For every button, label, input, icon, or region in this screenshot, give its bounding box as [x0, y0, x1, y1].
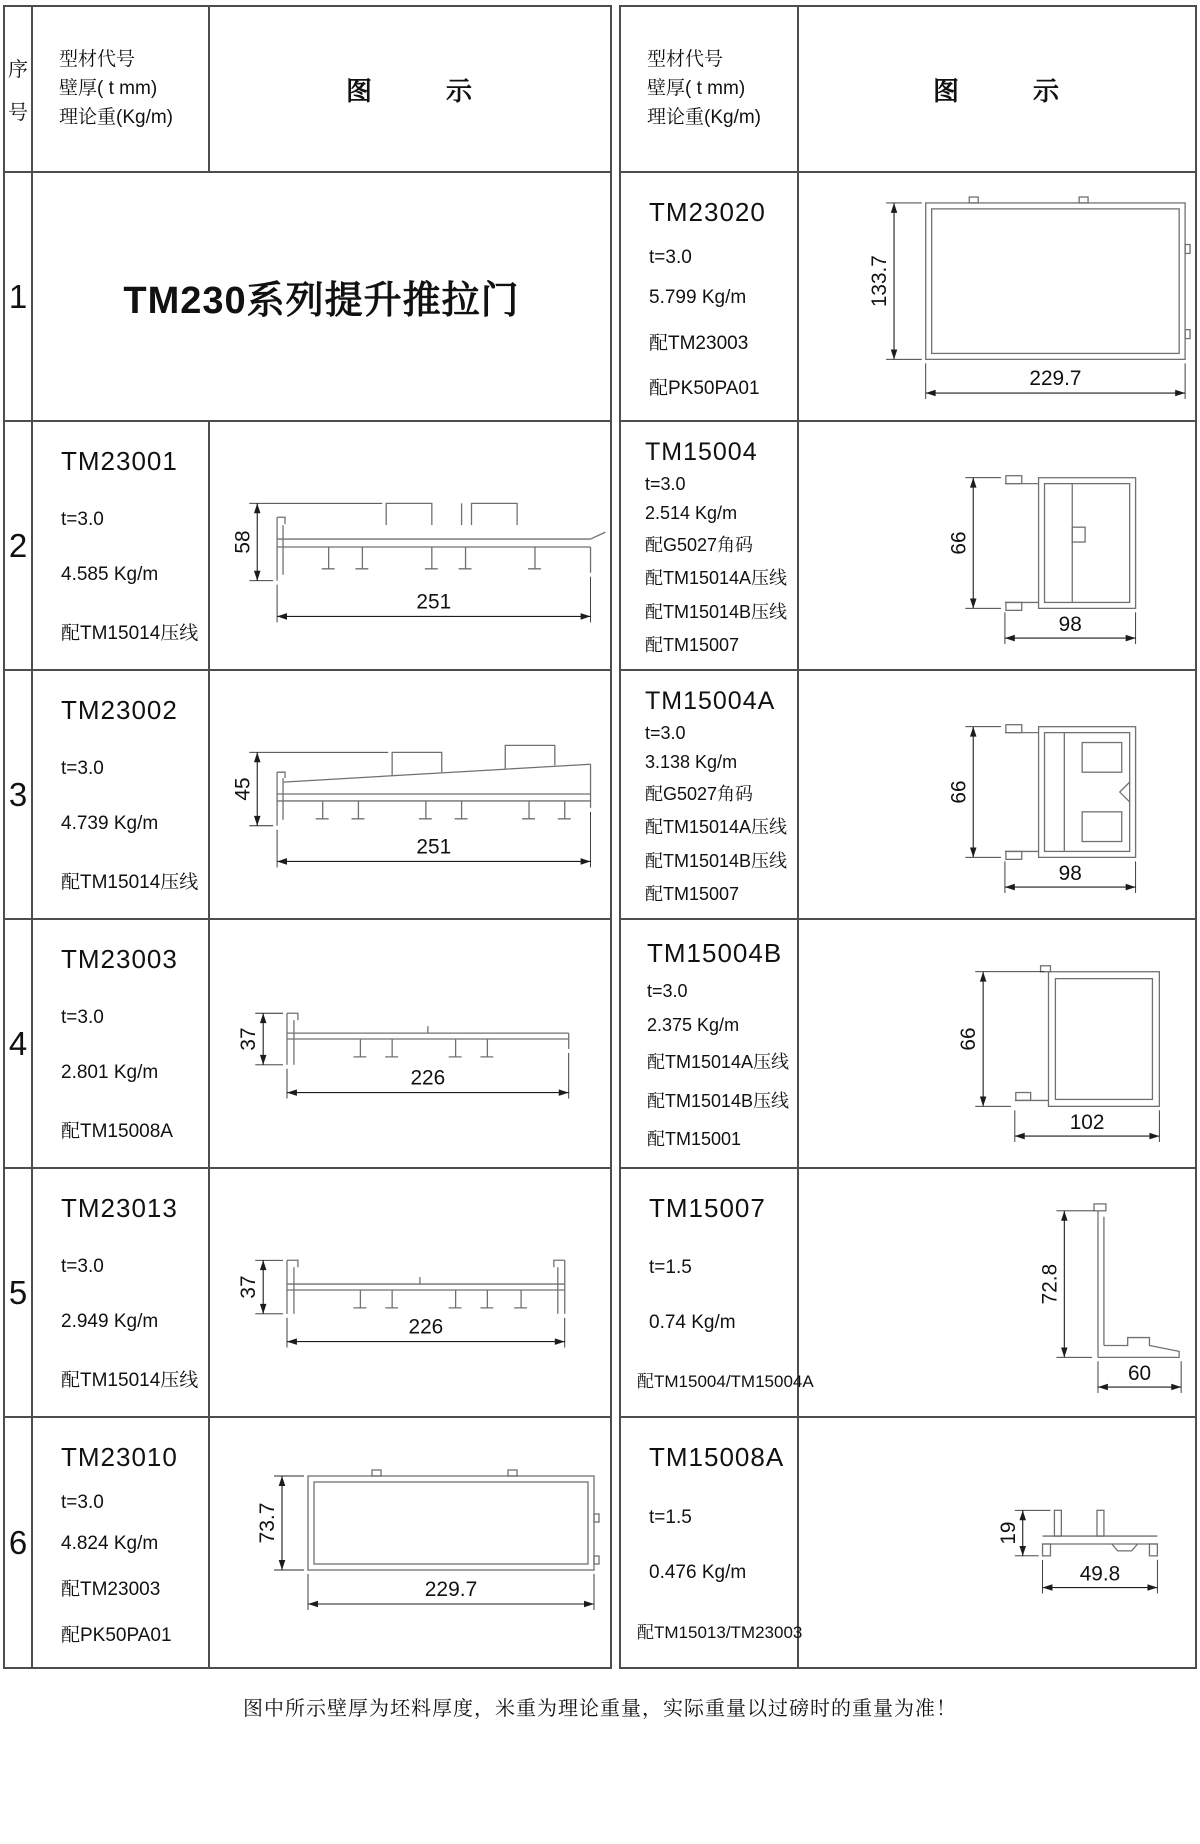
dim-height-label: 73.7 — [256, 1502, 279, 1544]
profile-code: TM23020 — [649, 197, 766, 227]
weight-line: 3.138 Kg/m — [645, 751, 738, 772]
row-number-cell: 5 — [5, 1169, 33, 1418]
dim-width-label: 226 — [410, 1066, 446, 1090]
dim-width-label: 251 — [416, 835, 452, 859]
tm15004b-drawing — [799, 920, 1195, 1167]
profile-code: TM15007 — [649, 1193, 766, 1223]
dim-width-label: 102 — [1069, 1111, 1105, 1135]
dim-width-label: 229.7 — [1029, 367, 1082, 391]
weight-line: 2.375 Kg/m — [647, 1014, 740, 1035]
header-diagram-left: 图 — [345, 75, 374, 106]
header-spec-cell — [621, 7, 799, 173]
pairing-line: 配PK50PA01 — [61, 1625, 172, 1646]
profile-code: TM23010 — [61, 1442, 178, 1472]
tm23013-drawing — [210, 1169, 610, 1416]
profile-diagram-cell — [799, 671, 1195, 920]
header-diagram-left: 图 — [932, 75, 961, 106]
pairing-line: 配TM15001 — [647, 1128, 742, 1149]
weight-line: 5.799 Kg/m — [649, 287, 747, 308]
tm15004a-drawing — [799, 671, 1195, 918]
tm15004-drawing — [799, 422, 1195, 669]
profile-diagram-cell — [799, 920, 1195, 1169]
profile-code: TM23013 — [61, 1193, 178, 1223]
pairing-line: 配TM15014B压线 — [645, 601, 788, 622]
profile-code: TM15008A — [649, 1442, 785, 1472]
pairing-line: 配TM15007 — [645, 883, 740, 904]
thickness-line: t=3.0 — [647, 981, 688, 1002]
pairing-line: 配PK50PA01 — [649, 378, 760, 399]
pairing-line: 配TM23003 — [649, 332, 749, 354]
profile-diagram-cell — [210, 671, 610, 920]
header-diagram-cell — [210, 7, 610, 173]
row-number-cell: 6 — [5, 1418, 33, 1667]
tm15007-drawing — [799, 1169, 1195, 1416]
tm23020-drawing — [799, 173, 1195, 420]
tm15008a-drawing — [799, 1418, 1195, 1667]
profile-diagram-cell — [210, 1418, 610, 1667]
header-index-cell — [5, 7, 33, 173]
profile-info-cell — [33, 422, 210, 671]
header-spec-line: 壁厚( t mm) — [647, 78, 746, 99]
header-spec-line: 型材代号 — [59, 49, 136, 70]
row-number-cell: 3 — [5, 671, 33, 920]
thickness-line: t=3.0 — [61, 1492, 104, 1513]
row-number-cell: 4 — [5, 920, 33, 1169]
profile-diagram-cell — [799, 422, 1195, 671]
thickness-line: t=3.0 — [645, 474, 686, 495]
pairing-line: 配G5027角码 — [645, 534, 754, 555]
header-spec-cell — [33, 7, 210, 173]
header-diagram-right: 示 — [446, 75, 475, 106]
profile-diagram-cell — [799, 1418, 1195, 1667]
dim-width-label: 251 — [416, 590, 452, 614]
profile-info-cell — [621, 422, 799, 671]
profile-code: TM15004A — [645, 687, 776, 715]
profile-code: TM23001 — [61, 446, 178, 476]
pairing-line: 配TM15014B压线 — [647, 1090, 790, 1111]
profile-code: TM23002 — [61, 695, 178, 725]
pairing-line: 配TM23003 — [61, 1579, 161, 1600]
dim-width-label: 98 — [1058, 862, 1082, 886]
profile-diagram-cell — [210, 1169, 610, 1418]
profile-diagram-cell — [210, 422, 610, 671]
profile-diagram-cell — [799, 1169, 1195, 1418]
profile-diagram-cell — [210, 920, 610, 1169]
dim-height-label: 19 — [996, 1521, 1020, 1545]
dim-height-label: 37 — [237, 1027, 261, 1051]
dim-width-label: 60 — [1127, 1362, 1152, 1386]
left-table — [3, 5, 612, 1669]
header-diagram-cell — [799, 7, 1195, 173]
dim-height-label: 72.8 — [1038, 1263, 1062, 1305]
weight-line: 2.949 Kg/m — [61, 1310, 159, 1332]
dim-height-label: 133.7 — [868, 255, 892, 308]
thickness-line: t=3.0 — [61, 758, 104, 780]
pairing-line: 配TM15014压线 — [61, 1369, 199, 1391]
dim-height-label: 37 — [237, 1275, 261, 1299]
profile-info-cell — [33, 1418, 210, 1667]
pairing-line: 配TM15014A压线 — [647, 1052, 790, 1073]
dim-height-label: 66 — [957, 1027, 981, 1051]
thickness-line: t=1.5 — [649, 1506, 692, 1528]
header-index-bottom: 号 — [8, 102, 28, 124]
weight-line: 4.585 Kg/m — [61, 563, 159, 585]
footnote: 图中所示壁厚为坯料厚度，米重为理论重量，实际重量以过磅时的重量为准！ — [243, 1698, 957, 1720]
profile-diagram-cell — [799, 173, 1195, 422]
header-spec-line: 理论重(Kg/m) — [647, 107, 762, 128]
pairing-line: 配TM15014压线 — [61, 871, 199, 893]
weight-line: 2.514 Kg/m — [645, 502, 738, 523]
header-spec-line: 理论重(Kg/m) — [59, 107, 174, 128]
weight-line: 0.476 Kg/m — [649, 1562, 747, 1584]
profile-info-cell — [33, 1169, 210, 1418]
weight-line: 2.801 Kg/m — [61, 1061, 159, 1083]
pairing-line: 配TM15007 — [645, 634, 740, 655]
series-title: TM230系列提升推拉门 — [123, 280, 520, 322]
pairing-line: 配TM15014A压线 — [645, 817, 788, 838]
profile-code: TM23003 — [61, 944, 178, 974]
dim-width-label: 229.7 — [424, 1578, 478, 1601]
pairing-line: 配TM15014A压线 — [645, 568, 788, 589]
pairing-line: 配TM15008A — [61, 1120, 173, 1142]
pairing-line: 配G5027角码 — [645, 783, 754, 804]
header-diagram-right: 示 — [1033, 75, 1062, 106]
row-number-cell: 1 — [5, 173, 33, 422]
dim-width-label: 226 — [408, 1315, 444, 1339]
pairing-line: 配TM15013/TM23003 — [637, 1622, 803, 1642]
dim-height-label: 66 — [947, 780, 971, 804]
thickness-line: t=3.0 — [645, 723, 686, 744]
profile-code: TM15004 — [645, 438, 758, 466]
row-number-cell: 2 — [5, 422, 33, 671]
tm23002-drawing — [210, 671, 610, 918]
profile-info-cell — [621, 1169, 814, 1418]
profile-code: TM15004B — [647, 938, 783, 968]
pairing-line: 配TM15004/TM15004A — [637, 1372, 814, 1391]
weight-line: 4.824 Kg/m — [61, 1533, 159, 1554]
tm23001-drawing — [210, 422, 610, 669]
thickness-line: t=3.0 — [61, 509, 104, 531]
tm23003-drawing — [210, 920, 610, 1167]
thickness-line: t=3.0 — [61, 1256, 104, 1278]
profile-info-cell — [33, 920, 210, 1169]
thickness-line: t=3.0 — [61, 1007, 104, 1029]
dim-width-label: 49.8 — [1079, 1562, 1121, 1586]
profile-info-cell — [33, 671, 210, 920]
profile-info-cell — [621, 1418, 803, 1667]
catalog-sheet — [3, 5, 1197, 1669]
weight-line: 0.74 Kg/m — [649, 1312, 736, 1333]
header-spec-line: 型材代号 — [647, 49, 724, 70]
tm23010-drawing — [210, 1418, 610, 1667]
dim-width-label: 98 — [1058, 613, 1082, 637]
profile-info-cell — [621, 671, 799, 920]
header-index-top: 序 — [8, 59, 28, 81]
dim-height-label: 45 — [231, 777, 255, 801]
weight-line: 4.739 Kg/m — [61, 812, 159, 834]
profile-info-cell — [621, 173, 799, 422]
dim-height-label: 58 — [231, 530, 255, 554]
profile-info-cell — [621, 920, 799, 1169]
pairing-line: 配TM15014B压线 — [645, 850, 788, 871]
header-spec-line: 壁厚( t mm) — [59, 78, 158, 99]
right-table — [619, 5, 1197, 1669]
pairing-line: 配TM15014压线 — [61, 622, 199, 644]
dim-height-label: 66 — [947, 531, 971, 555]
thickness-line: t=1.5 — [649, 1257, 692, 1278]
thickness-line: t=3.0 — [649, 246, 692, 268]
series-title-cell — [33, 173, 610, 422]
